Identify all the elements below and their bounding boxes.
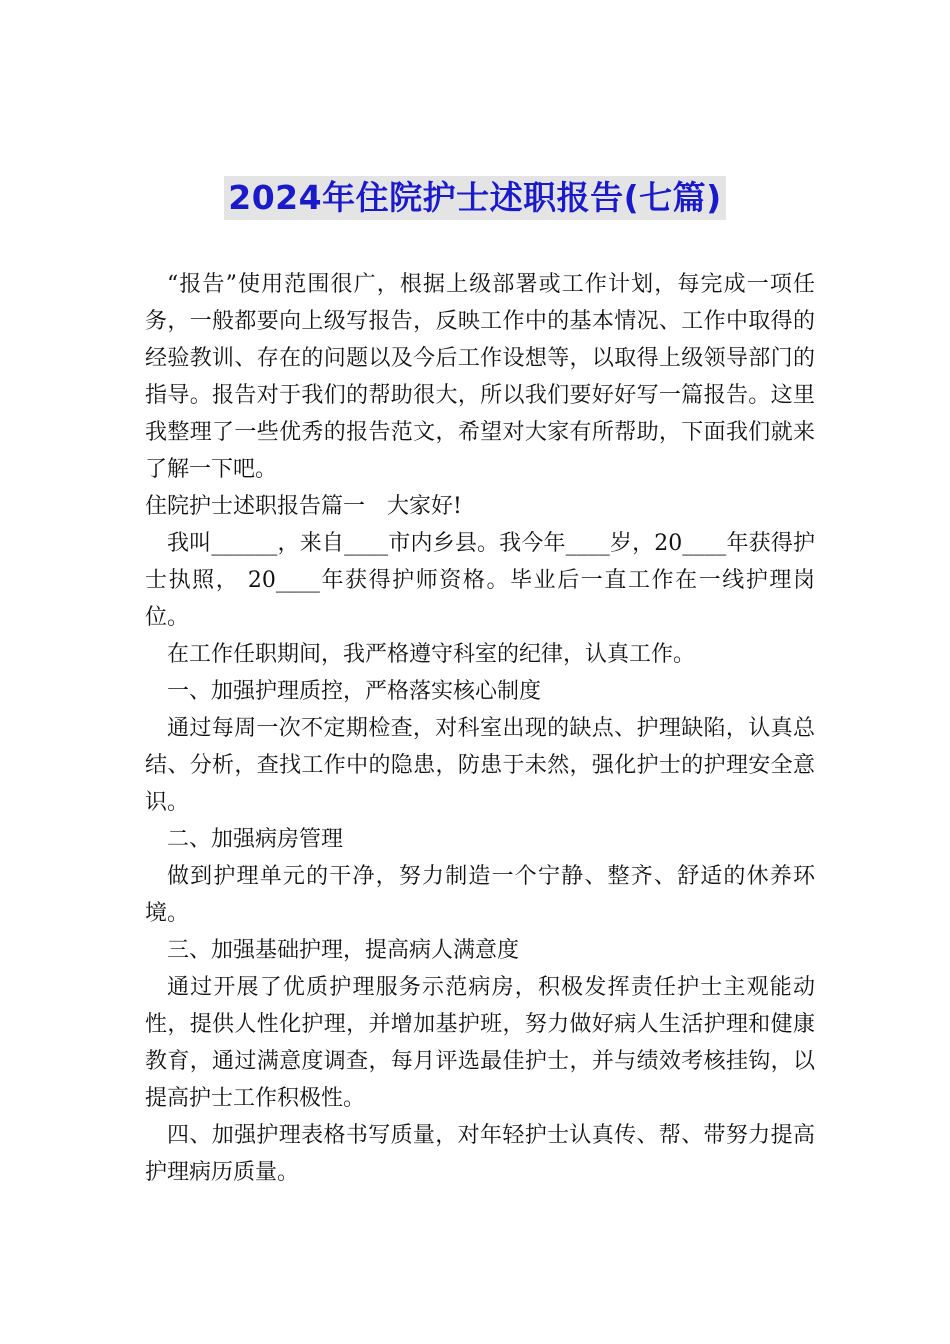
paragraph-quality-control: 通过每周一次不定期检查，对科室出现的缺点、护理缺陷，认真总结、分析，查找工作中的隐患，防患于未然，强化护士的护理安全意识。: [145, 716, 815, 815]
paragraph-work-attitude: 在工作任职期间，我严格遵守科室的纪律，认真工作。: [167, 642, 696, 667]
paragraph-heading-3: 三、加强基础护理，提高病人满意度: [167, 938, 520, 963]
paragraph-basic-nursing: 通过开展了优质护理服务示范病房，积极发挥责任护士主观能动性，提供人性化护理，并增加基护班，努力做好病人生活护理和健康教育，通过满意度调查，每月评选最佳护士，并与绩效考核挂钩，以提高护士工作积极性。: [145, 975, 815, 1111]
paragraph-heading-2: 二、加强病房管理: [167, 827, 344, 852]
document-body: [145, 266, 815, 1191]
document-title: 2024年住院护士述职报告(七篇): [224, 176, 726, 220]
paragraph-record-quality: 四、加强护理表格书写质量，对年轻护士认真传、帮、带努力提高护理病历质量。: [145, 1123, 815, 1185]
paragraph-ward-management: 做到护理单元的干净，努力制造一个宁静、整齐、舒适的休养环境。: [145, 864, 815, 926]
title-container: [0, 176, 950, 220]
paragraph-heading-1: 一、加强护理质控，严格落实核心制度: [167, 679, 542, 704]
paragraph-intro: “报告”使用范围很广，根据上级部署或工作计划，每完成一项任务，一般都要向上级写报告，反映工作中的基本情况、工作中取得的经验教训、存在的问题以及今后工作设想等，以取得上级领导部门的指导。报告对于我们的帮助很大，所以我们要好好写一篇报告。这里我整理了一些优秀的报告范文，希望对大家有所帮助，下面我们就来了解一下吧。: [145, 272, 815, 482]
paragraph-self-introduction: 我叫______，来自____市内乡县。我今年____岁，20____年获得护士执照， 20____年获得护师资格。毕业后一直工作在一线护理岗位。: [145, 531, 815, 630]
paragraph-section-heading: 住院护士述职报告篇一 大家好!: [145, 494, 462, 519]
